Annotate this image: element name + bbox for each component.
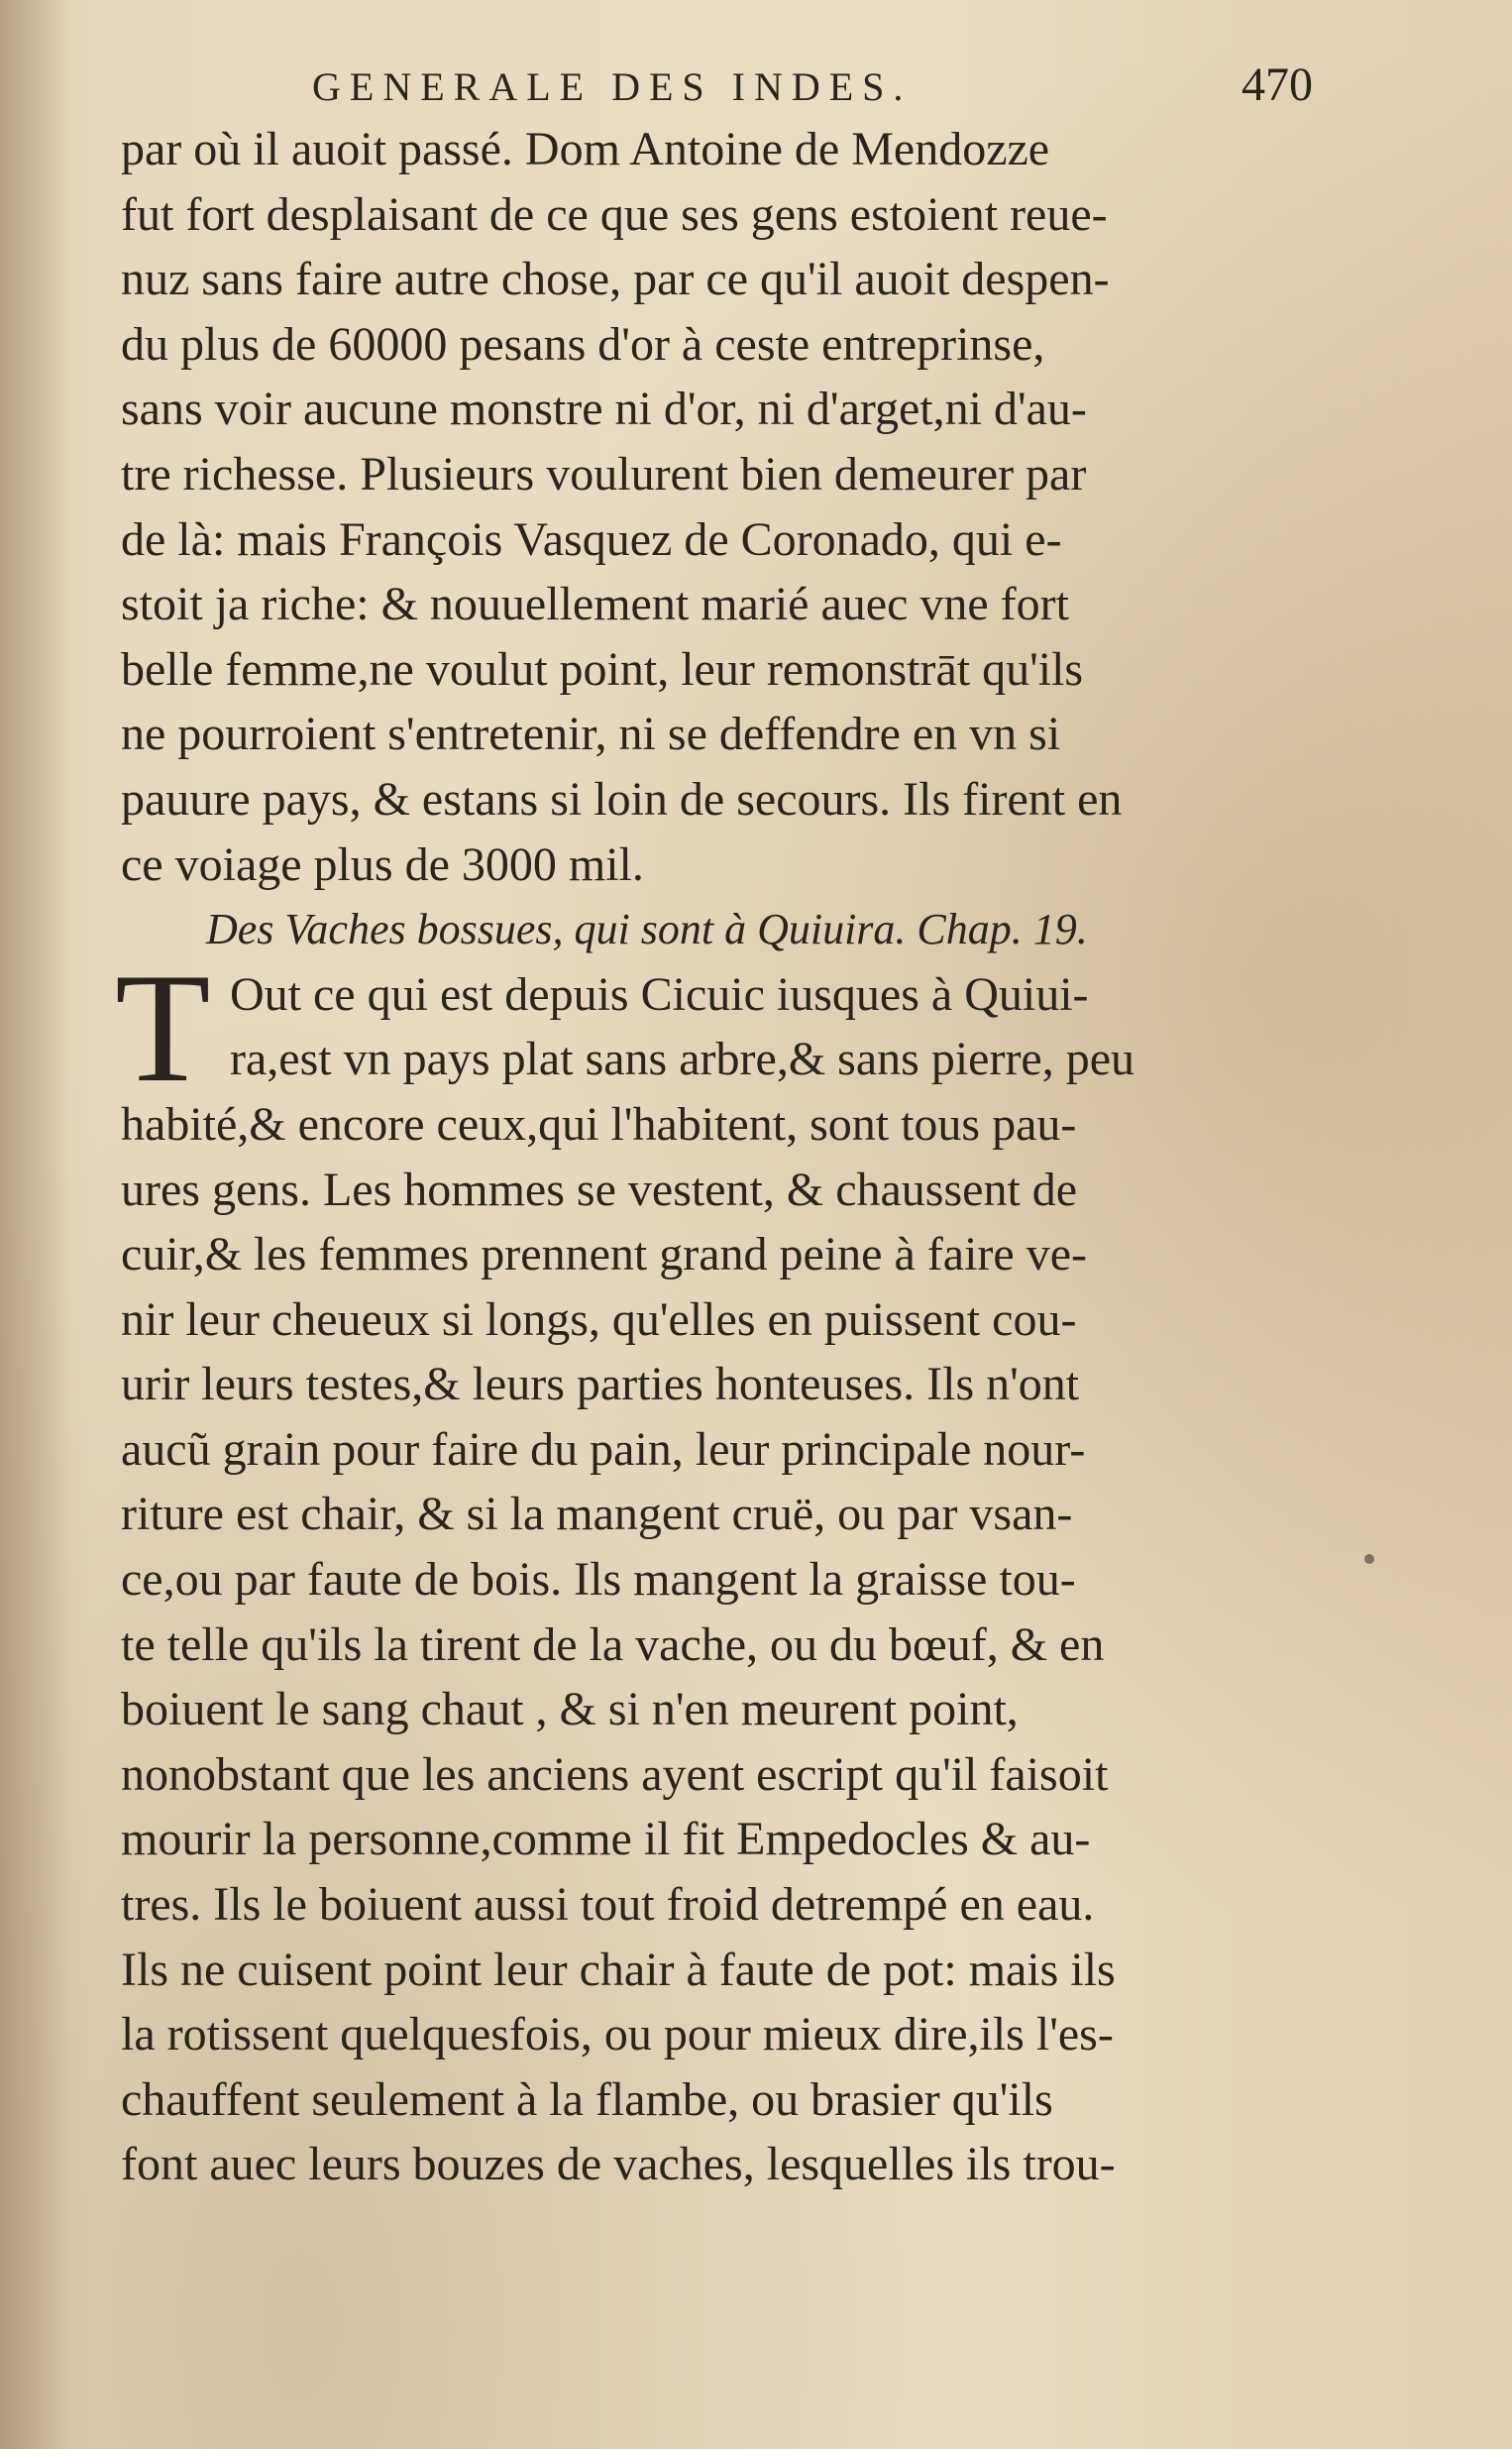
text-line: ures gens. Les hommes se vestent, & chaussent de (121, 1163, 1078, 1216)
page-header (312, 57, 1313, 117)
text-line: ce,ou par faute de bois. Ils mangent la graisse tou- (121, 1553, 1076, 1607)
paragraph-1 (121, 117, 1320, 897)
text-line: habité,& encore ceux,qui l'habitent, sont tous pau- (121, 1097, 1077, 1151)
text-line: nonobstant que les anciens ayent escript qu'il faisoit (121, 1747, 1109, 1801)
text-line: boiuent le sang chaut , & si n'en meurent point, (121, 1683, 1019, 1736)
running-head: GENERALE DES INDES. (312, 64, 913, 109)
text-line: tre richesse. Plusieurs voulurent bien demeurer par (121, 447, 1087, 501)
text-line: stoit ja riche: & nouuellement marié auec vne fort (121, 578, 1069, 631)
text-line: pauure pays, & estans si loin de secours. Ils firent en (121, 772, 1123, 826)
text-line: sans voir aucune monstre ni d'or, ni d'arget,ni d'au- (121, 383, 1087, 436)
margin-ink-dot (1364, 1554, 1374, 1564)
text-line: riture est chair, & si la mangent cruë, ou par vsan- (121, 1488, 1073, 1541)
text-line: mourir la personne,comme il fit Empedocles & au- (121, 1813, 1091, 1866)
text-line: ce voiage plus de 3000 mil. (121, 837, 644, 891)
text-line: belle femme,ne voulut point, leur remonstrāt qu'ils (121, 642, 1084, 696)
text-line: nir leur cheueux si longs, qu'elles en puissent cou- (121, 1292, 1077, 1346)
text-line: font auec leurs bouzes de vaches, lesquelles ils trou- (121, 2138, 1116, 2191)
page-number: 470 (1242, 58, 1313, 111)
text-line: aucũ grain pour faire du pain, leur principale nour- (121, 1422, 1086, 1476)
text-line: Ils ne cuisent point leur chair à faute de pot: mais ils (121, 1943, 1116, 1996)
text-line: urir leurs testes,& leurs parties honteuses. Ils n'ont (121, 1358, 1080, 1411)
text-line: par où il auoit passé. Dom Antoine de Mendozze (121, 123, 1050, 175)
drop-cap: T (115, 941, 211, 1115)
text-line: ne pourroient s'entretenir, ni se deffendre en vn si (121, 708, 1061, 761)
body-text (115, 117, 1320, 2197)
text-line: ra,est vn pays plat sans arbre,& sans pierre, peu (230, 1033, 1135, 1086)
text-line: te telle qu'ils la tirent de la vache, ou du bœuf, & en (121, 1617, 1105, 1671)
text-line: Out ce qui est depuis Cicuic iusques à Quiui- (230, 967, 1089, 1021)
text-line: de là: mais François Vasquez de Coronado, qui e- (121, 512, 1062, 566)
text-line: du plus de 60000 pesans d'or à ceste entreprinse, (121, 317, 1045, 371)
paragraph-2 (115, 941, 1320, 2197)
text-line: la rotissent quelquesfois, ou pour mieux dire,ils l'es- (121, 2008, 1114, 2061)
text-line: chauffent seulement à la flambe, ou brasier qu'ils (121, 2072, 1053, 2126)
text-line: fut fort desplaisant de ce que ses gens estoient reue- (121, 187, 1108, 241)
chapter-title: Des Vaches bossues, qui sont à Quiuira. Chap. 19. (206, 905, 1088, 954)
page-gutter-shadow (0, 0, 69, 2449)
text-line: nuz sans faire autre chose, par ce qu'il auoit despen- (121, 253, 1110, 306)
text-line: cuir,& les femmes prennent grand peine à faire ve- (121, 1228, 1087, 1281)
text-line: tres. Ils le boiuent aussi tout froid detrempé en eau. (121, 1878, 1095, 1932)
